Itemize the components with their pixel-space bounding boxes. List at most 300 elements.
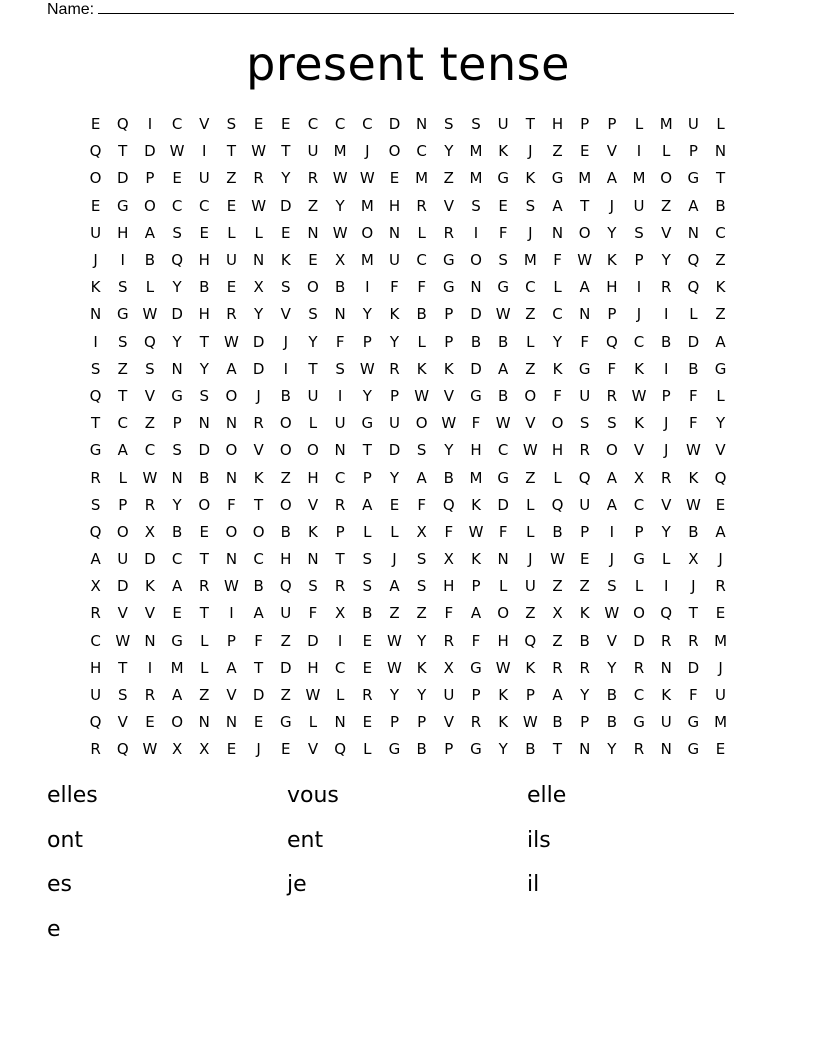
grid-letter: K xyxy=(525,169,536,188)
grid-letter: E xyxy=(362,631,373,650)
grid-letter: H xyxy=(551,115,564,134)
grid-letter: A xyxy=(552,196,563,215)
grid-letter: Q xyxy=(334,740,347,759)
grid-letter: A xyxy=(90,550,101,569)
grid-letter: Y xyxy=(172,332,182,351)
grid-letter: E xyxy=(226,740,237,759)
word-list-item: elles xyxy=(47,783,98,808)
grid-letter: Y xyxy=(308,332,318,351)
grid-letter: M xyxy=(333,142,347,161)
grid-letter: Z xyxy=(416,604,427,623)
grid-letter: P xyxy=(226,631,236,650)
grid-letter: J xyxy=(283,332,288,351)
grid-letter: Q xyxy=(687,251,700,270)
grid-letter: N xyxy=(334,713,346,732)
grid-letter: T xyxy=(552,740,563,759)
grid-letter: R xyxy=(633,740,645,759)
grid-letter: O xyxy=(225,441,238,460)
grid-letter: V xyxy=(280,305,291,324)
grid-row xyxy=(82,247,734,274)
grid-letter: S xyxy=(634,223,644,242)
grid-row xyxy=(82,492,734,519)
grid-letter: I xyxy=(636,142,642,161)
grid-letter: Q xyxy=(551,495,564,514)
grid-letter: P xyxy=(444,740,454,759)
grid-row xyxy=(82,437,734,464)
grid-letter: W xyxy=(414,386,430,405)
grid-letter: W xyxy=(251,142,267,161)
grid-letter: T xyxy=(118,658,128,677)
grid-letter: K xyxy=(525,658,536,677)
grid-letter: A xyxy=(253,604,264,623)
grid-letter: E xyxy=(226,278,237,297)
grid-letter: H xyxy=(280,550,292,569)
grid-letter: T xyxy=(580,196,590,215)
grid-letter: B xyxy=(199,468,210,487)
grid-letter: H xyxy=(307,468,319,487)
grid-letter: K xyxy=(634,414,644,433)
grid-letter: B xyxy=(498,332,509,351)
grid-letter: N xyxy=(551,223,564,242)
grid-letter: U xyxy=(90,223,102,242)
grid-letter: R xyxy=(253,169,264,188)
grid-letter: P xyxy=(118,495,128,514)
grid-letter: C xyxy=(416,251,427,270)
grid-letter: C xyxy=(552,305,563,324)
grid-letter: Y xyxy=(389,332,400,351)
grid-letter: R xyxy=(688,631,699,650)
grid-letter: W xyxy=(115,631,131,650)
grid-letter: O xyxy=(252,522,265,541)
grid-letter: U xyxy=(687,115,699,134)
grid-letter: S xyxy=(579,414,590,433)
grid-letter: K xyxy=(661,686,672,705)
grid-letter: P xyxy=(172,414,182,433)
grid-letter: A xyxy=(171,686,183,705)
grid-letter: L xyxy=(498,577,508,596)
grid-letter: B xyxy=(144,251,156,270)
grid-letter: C xyxy=(334,658,346,677)
grid-letter: B xyxy=(579,631,590,650)
grid-letter: V xyxy=(443,713,454,732)
grid-letter: P xyxy=(145,169,155,188)
grid-letter: G xyxy=(497,468,509,487)
grid-letter: V xyxy=(144,604,156,623)
grid-letter: I xyxy=(229,604,234,623)
grid-letter: X xyxy=(552,604,563,623)
grid-letter: N xyxy=(307,550,319,569)
grid-letter: L xyxy=(308,414,318,433)
grid-letter: Y xyxy=(281,169,291,188)
grid-letter: A xyxy=(226,359,237,378)
grid-letter: B xyxy=(334,278,346,297)
grid-letter: N xyxy=(225,468,238,487)
grid-letter: L xyxy=(689,305,698,324)
grid-letter: E xyxy=(715,495,726,514)
grid-letter: I xyxy=(147,658,153,677)
grid-letter: B xyxy=(416,740,427,759)
grid-letter: V xyxy=(117,713,128,732)
grid-letter: V xyxy=(144,386,156,405)
grid-letter: C xyxy=(633,686,645,705)
grid-letter: K xyxy=(90,278,101,297)
grid-row xyxy=(82,193,734,220)
grid-letter: P xyxy=(362,332,372,351)
grid-letter: G xyxy=(687,713,700,732)
grid-letter: M xyxy=(659,115,673,134)
grid-letter: H xyxy=(89,658,102,677)
grid-letter: R xyxy=(633,658,645,677)
grid-letter: K xyxy=(253,468,264,487)
grid-letter: M xyxy=(714,713,728,732)
grid-row xyxy=(82,464,734,491)
grid-letter: G xyxy=(443,251,455,270)
grid-letter: B xyxy=(280,386,291,405)
grid-letter: T xyxy=(199,604,209,623)
grid-letter: E xyxy=(498,196,508,215)
word-list-item: ils xyxy=(527,827,551,853)
grid-row xyxy=(82,573,734,600)
name-underline xyxy=(98,0,734,14)
grid-letter: T xyxy=(118,386,128,405)
grid-letter: N xyxy=(144,631,156,650)
grid-letter: B xyxy=(443,468,454,487)
grid-letter: P xyxy=(661,386,671,405)
grid-letter: P xyxy=(471,577,481,596)
grid-letter: F xyxy=(444,522,454,541)
grid-row xyxy=(82,736,734,763)
grid-letter: U xyxy=(225,251,237,270)
grid-row xyxy=(82,301,734,328)
grid-row xyxy=(82,274,734,301)
grid-letter: N xyxy=(579,305,591,324)
grid-letter: Z xyxy=(715,251,726,270)
grid-letter: C xyxy=(362,115,373,134)
grid-letter: G xyxy=(470,740,482,759)
grid-letter: X xyxy=(416,522,427,541)
grid-row xyxy=(82,410,734,437)
grid-letter: V xyxy=(253,441,264,460)
grid-row xyxy=(82,329,734,356)
grid-letter: X xyxy=(334,604,346,623)
grid-letter: I xyxy=(609,522,615,541)
grid-letter: R xyxy=(416,196,427,215)
grid-letter: E xyxy=(226,196,237,215)
grid-letter: T xyxy=(308,359,318,378)
grid-letter: O xyxy=(279,441,292,460)
grid-letter: O xyxy=(605,441,618,460)
grid-letter: A xyxy=(606,169,617,188)
grid-letter: Y xyxy=(199,359,209,378)
grid-letter: S xyxy=(308,305,318,324)
grid-letter: U xyxy=(715,686,727,705)
grid-letter: G xyxy=(89,441,102,460)
grid-letter: P xyxy=(607,305,617,324)
grid-letter: U xyxy=(334,414,346,433)
grid-letter: F xyxy=(580,332,589,351)
grid-letter: R xyxy=(470,713,482,732)
grid-letter: G xyxy=(497,169,509,188)
grid-letter: P xyxy=(335,522,345,541)
grid-letter: E xyxy=(579,142,590,161)
grid-letter: T xyxy=(254,658,264,677)
grid-letter: Y xyxy=(444,142,454,161)
grid-letter: K xyxy=(715,278,726,297)
grid-letter: V xyxy=(661,223,672,242)
grid-letter: K xyxy=(145,577,155,596)
grid-letter: T xyxy=(226,142,237,161)
grid-letter: I xyxy=(283,359,288,378)
grid-letter: D xyxy=(470,359,482,378)
grid-letter: T xyxy=(281,142,291,161)
grid-letter: U xyxy=(117,550,129,569)
grid-letter: O xyxy=(279,414,292,433)
grid-letter: S xyxy=(117,278,128,297)
grid-letter: F xyxy=(254,631,263,650)
grid-letter: Z xyxy=(389,604,400,623)
grid-letter: A xyxy=(715,332,726,351)
grid-letter: X xyxy=(171,740,183,759)
grid-letter: B xyxy=(715,196,726,215)
grid-letter: R xyxy=(334,495,346,514)
grid-letter: E xyxy=(90,115,101,134)
grid-letter: O xyxy=(225,522,238,541)
grid-letter: D xyxy=(252,332,265,351)
grid-letter: N xyxy=(470,278,482,297)
grid-letter: W xyxy=(522,441,538,460)
grid-letter: Z xyxy=(307,196,319,215)
grid-row xyxy=(82,383,734,410)
grid-letter: L xyxy=(118,468,127,487)
grid-letter: Z xyxy=(144,414,156,433)
grid-letter: M xyxy=(714,631,728,650)
grid-letter: V xyxy=(443,386,454,405)
grid-letter: O xyxy=(551,414,564,433)
grid-letter: C xyxy=(525,278,536,297)
grid-letter: H xyxy=(470,441,482,460)
grid-letter: Z xyxy=(552,631,563,650)
grid-letter: G xyxy=(497,278,509,297)
grid-letter: G xyxy=(470,386,482,405)
grid-letter: S xyxy=(226,115,237,134)
grid-letter: C xyxy=(253,550,264,569)
grid-letter: Z xyxy=(280,468,291,487)
grid-letter: Z xyxy=(443,169,454,188)
grid-letter: R xyxy=(660,631,672,650)
grid-letter: O xyxy=(198,495,211,514)
grid-letter: Y xyxy=(498,740,508,759)
grid-letter: F xyxy=(553,251,562,270)
grid-letter: W xyxy=(441,414,457,433)
grid-letter: A xyxy=(606,468,617,487)
grid-letter: W xyxy=(577,251,593,270)
grid-letter: A xyxy=(715,522,726,541)
grid-letter: S xyxy=(416,550,427,569)
grid-letter: C xyxy=(171,115,183,134)
grid-letter: G xyxy=(116,196,129,215)
grid-letter: N xyxy=(416,115,428,134)
grid-letter: E xyxy=(579,550,590,569)
grid-letter: H xyxy=(551,441,564,460)
grid-letter: C xyxy=(90,631,101,650)
grid-letter: H xyxy=(497,631,509,650)
grid-letter: A xyxy=(117,441,128,460)
grid-letter: U xyxy=(660,713,672,732)
grid-letter: W xyxy=(251,196,267,215)
grid-letter: G xyxy=(171,386,183,405)
grid-letter: E xyxy=(172,604,182,623)
grid-letter: S xyxy=(416,441,427,460)
grid-letter: I xyxy=(663,359,669,378)
grid-letter: L xyxy=(634,577,644,596)
grid-letter: R xyxy=(90,740,101,759)
grid-letter: L xyxy=(308,713,318,732)
grid-letter: W xyxy=(468,522,484,541)
grid-letter: X xyxy=(633,468,645,487)
grid-letter: O xyxy=(660,169,673,188)
grid-letter: R xyxy=(362,686,373,705)
grid-letter: N xyxy=(198,713,210,732)
grid-letter: L xyxy=(662,550,671,569)
grid-letter: F xyxy=(689,386,698,405)
grid-letter: J xyxy=(636,305,642,324)
grid-letter: J xyxy=(691,577,696,596)
grid-letter: E xyxy=(715,740,726,759)
grid-letter: L xyxy=(716,115,725,134)
grid-letter: E xyxy=(281,740,291,759)
grid-letter: S xyxy=(90,495,101,514)
grid-letter: O xyxy=(388,142,401,161)
grid-letter: E xyxy=(715,604,726,623)
word-list xyxy=(47,776,767,954)
grid-letter: M xyxy=(469,169,483,188)
grid-letter: F xyxy=(227,495,236,514)
grid-letter: Q xyxy=(89,522,102,541)
grid-letter: R xyxy=(443,631,455,650)
grid-letter: L xyxy=(526,495,535,514)
grid-letter: W xyxy=(224,332,239,351)
grid-letter: T xyxy=(118,142,128,161)
grid-letter: V xyxy=(307,495,319,514)
grid-letter: U xyxy=(524,577,536,596)
grid-letter: D xyxy=(171,305,183,324)
grid-letter: V xyxy=(226,686,237,705)
grid-letter: R xyxy=(144,686,156,705)
grid-letter: C xyxy=(334,115,346,134)
grid-letter: G xyxy=(714,359,727,378)
grid-letter: I xyxy=(663,577,669,596)
grid-letter: Z xyxy=(226,169,237,188)
grid-letter: H xyxy=(117,223,129,242)
grid-letter: Y xyxy=(580,686,590,705)
grid-letter: L xyxy=(417,332,426,351)
grid-letter: L xyxy=(145,278,155,297)
grid-letter: I xyxy=(147,115,153,134)
grid-letter: S xyxy=(145,359,155,378)
grid-letter: R xyxy=(90,468,101,487)
grid-letter: P xyxy=(634,251,644,270)
grid-letter: J xyxy=(256,740,261,759)
grid-letter: O xyxy=(89,169,102,188)
grid-letter: N xyxy=(687,223,699,242)
grid-letter: L xyxy=(716,386,725,405)
word-list-item: vous xyxy=(287,783,339,808)
grid-letter: W xyxy=(685,441,701,460)
grid-letter: D xyxy=(497,495,509,514)
grid-letter: F xyxy=(689,686,698,705)
grid-letter: D xyxy=(280,658,292,677)
grid-letter: L xyxy=(553,468,562,487)
grid-letter: N xyxy=(171,359,183,378)
grid-letter: W xyxy=(604,604,620,623)
word-list-item: e xyxy=(47,916,61,942)
grid-letter: Z xyxy=(117,359,128,378)
grid-letter: W xyxy=(495,658,511,677)
grid-letter: Y xyxy=(607,223,617,242)
grid-letter: B xyxy=(498,386,509,405)
grid-letter: C xyxy=(497,441,509,460)
grid-letter: R xyxy=(307,169,319,188)
grid-letter: K xyxy=(498,142,509,161)
grid-letter: Y xyxy=(417,631,427,650)
grid-letter: G xyxy=(633,550,645,569)
grid-letter: D xyxy=(116,169,129,188)
grid-letter: Z xyxy=(525,604,536,623)
grid-letter: T xyxy=(335,550,345,569)
grid-letter: D xyxy=(252,359,265,378)
grid-row xyxy=(82,600,734,627)
grid-letter: C xyxy=(171,550,183,569)
grid-letter: W xyxy=(332,223,348,242)
grid-letter: R xyxy=(253,414,264,433)
grid-letter: W xyxy=(495,305,511,324)
grid-letter: S xyxy=(117,332,128,351)
grid-letter: D xyxy=(280,196,292,215)
grid-letter: X xyxy=(144,522,156,541)
word-search-grid xyxy=(82,111,734,764)
grid-letter: R xyxy=(579,658,590,677)
grid-letter: Q xyxy=(687,278,700,297)
grid-letter: E xyxy=(308,251,318,270)
grid-letter: F xyxy=(553,386,562,405)
grid-letter: M xyxy=(632,169,646,188)
grid-letter: W xyxy=(224,577,239,596)
grid-letter: P xyxy=(389,713,399,732)
grid-letter: O xyxy=(171,713,183,732)
grid-letter: B xyxy=(199,278,210,297)
grid-letter: J xyxy=(609,196,615,215)
grid-letter: N xyxy=(89,305,102,324)
grid-letter: Y xyxy=(172,278,182,297)
grid-letter: M xyxy=(523,251,537,270)
grid-letter: S xyxy=(607,414,617,433)
grid-letter: M xyxy=(360,251,374,270)
grid-letter: W xyxy=(332,169,348,188)
grid-letter: R xyxy=(226,305,237,324)
grid-letter: K xyxy=(308,522,318,541)
grid-letter: Q xyxy=(171,251,183,270)
grid-letter: Z xyxy=(525,305,536,324)
grid-letter: I xyxy=(636,278,642,297)
grid-letter: T xyxy=(91,414,101,433)
grid-letter: P xyxy=(525,686,535,705)
grid-letter: P xyxy=(444,305,454,324)
grid-letter: U xyxy=(497,115,509,134)
grid-row xyxy=(82,628,734,655)
grid-letter: Y xyxy=(661,251,671,270)
grid-letter: A xyxy=(498,359,509,378)
grid-letter: N xyxy=(225,713,238,732)
